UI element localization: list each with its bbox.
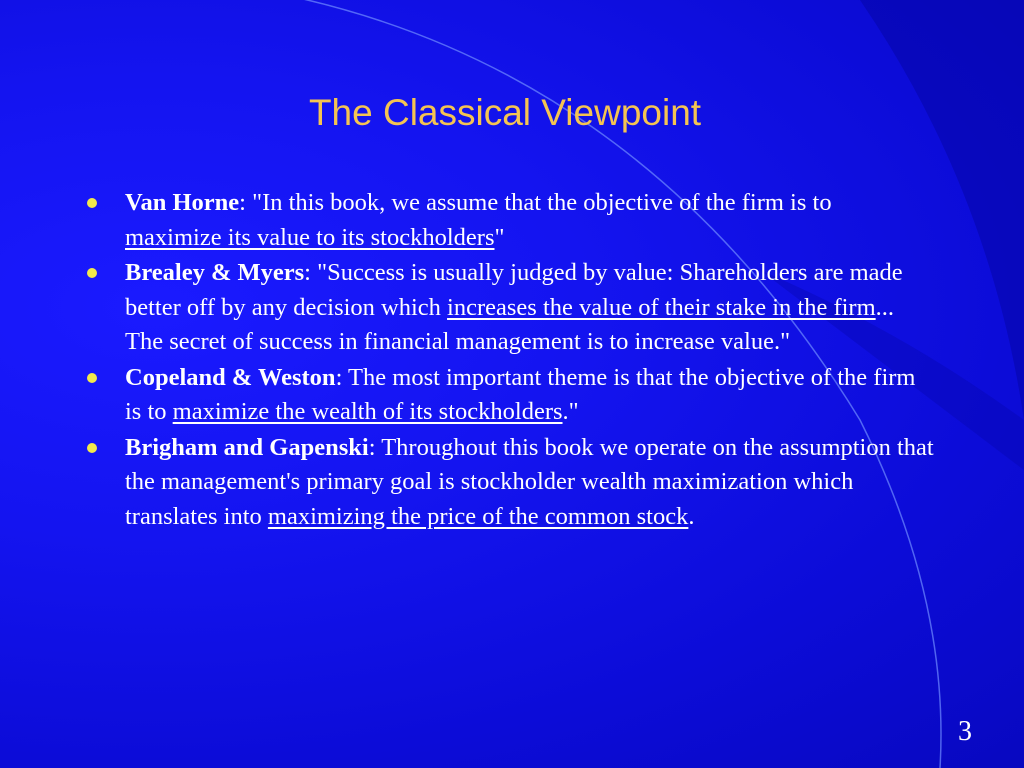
bullet-dot-icon [87,198,97,208]
bullet-item-brealey-myers [84,256,934,360]
bullet-dot-icon [87,268,97,278]
bullet-item-brigham-gapenski [84,431,934,535]
bullet-item-van-horne [84,186,934,255]
bullet-link[interactable]: maximize the wealth of its stockholders [172,398,563,425]
bullet-item-copeland-weston [84,361,934,430]
bullet-dot-icon [87,373,97,383]
bullet-text-end: . [688,502,695,530]
bullet-dot-icon [87,443,97,453]
bullet-text: : "Success is usually judged by value: Shareholders are made better off by any decision which [125,259,903,321]
bullet-author: Van Horne [125,189,240,216]
bullet-author: Brealey & Myers [125,259,305,286]
bullet-text-end: ." [562,398,579,425]
bullet-text: : Throughout this book we operate on the assumption that the management's primary goal is stockholder wealth maximization which translates into [125,433,934,530]
bullet-link[interactable]: increases the value of their stake in the firm [447,293,876,321]
bullet-text-end: ... The secret of success in financial management is to increase value." [125,293,895,355]
bullet-list [84,186,934,535]
bullet-text: : The most important theme is that the objective of the firm is to [125,363,916,425]
slide-page-number: 3 [958,716,972,747]
bullet-text: : "In this book, we assume that the objective of the firm is to [239,189,832,216]
bullet-author: Copeland & Weston [125,363,336,391]
bullet-text-end: " [494,223,505,251]
slide-title: The Classical Viewpoint [308,92,702,133]
bullet-link[interactable]: maximizing the price of the common stock [267,502,689,530]
bullet-link[interactable]: maximize its value to its stockholders [125,223,495,251]
bullet-author: Brigham and Gapenski [125,433,369,461]
